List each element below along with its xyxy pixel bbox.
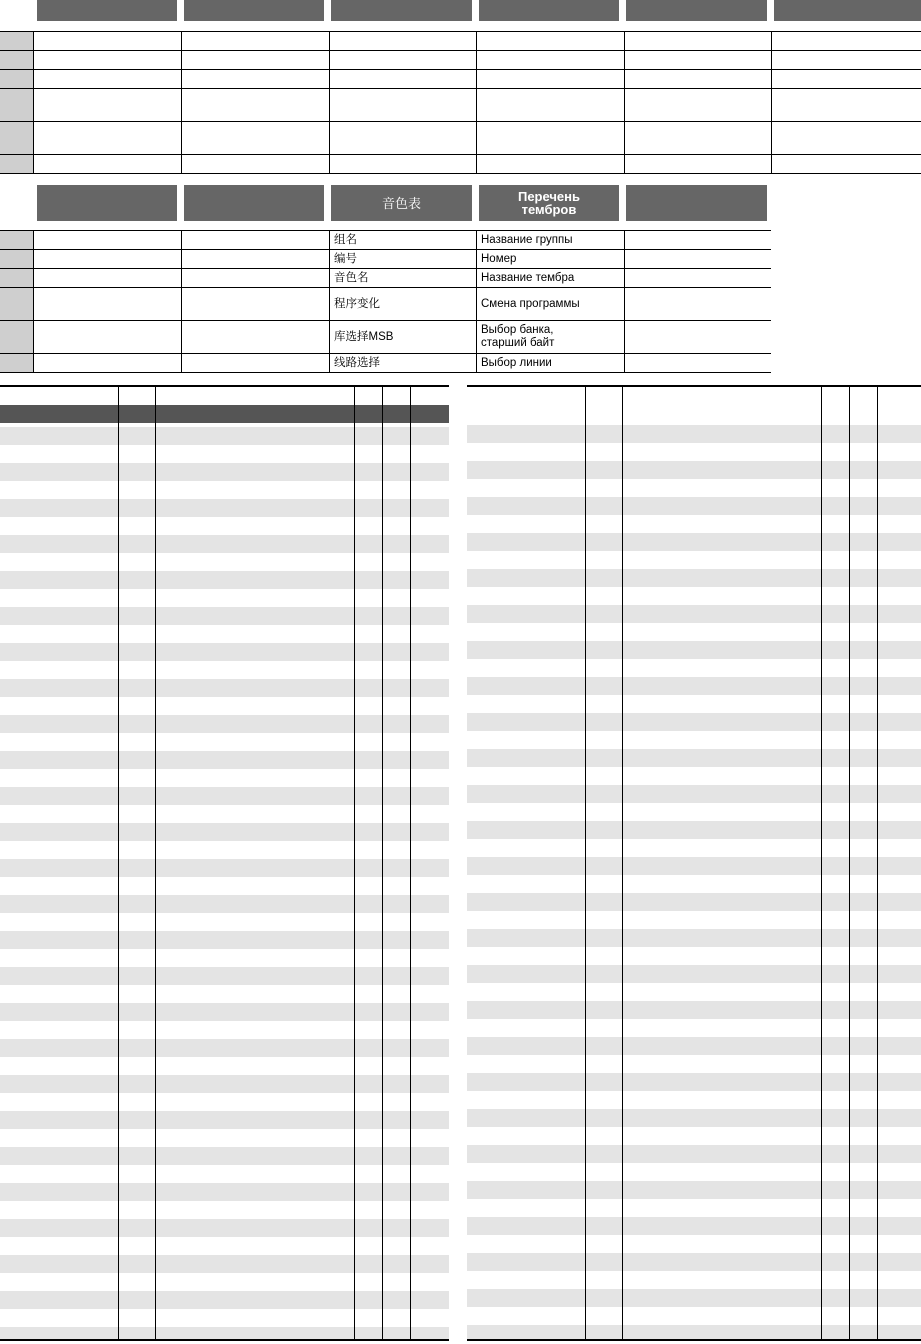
legend-cell <box>624 32 771 50</box>
table-row-stripe <box>467 749 921 767</box>
legend-bottom-row <box>0 288 771 321</box>
legend-cell: Номер <box>476 250 624 268</box>
legend-top-header-4 <box>479 0 619 21</box>
legend-cell <box>329 32 476 50</box>
legend-bottom-row <box>0 354 771 373</box>
table-row-stripe <box>467 461 921 479</box>
column-divider <box>382 387 383 1339</box>
legend-cell <box>33 89 181 121</box>
legend-cell <box>624 321 771 353</box>
table-row-stripe <box>467 1325 921 1339</box>
legend-top-row <box>0 155 921 174</box>
legend-top-header-3 <box>331 0 472 21</box>
legend-cell <box>329 122 476 154</box>
legend-bottom-header-5 <box>626 185 767 221</box>
legend-cell <box>181 51 329 69</box>
legend-top-row <box>0 32 921 51</box>
legend-cell <box>181 321 329 353</box>
legend-cell <box>624 155 771 173</box>
table-row-stripe <box>467 713 921 731</box>
legend-bottom-header-3: 音色表 <box>331 185 472 221</box>
legend-table-top <box>0 0 921 175</box>
table-row-stripe <box>467 1217 921 1235</box>
legend-cell: 音色名 <box>329 269 476 287</box>
legend-cell: Название группы <box>476 231 624 249</box>
column-divider <box>821 387 822 1339</box>
legend-cell <box>33 51 181 69</box>
legend-cell <box>476 51 624 69</box>
tone-table-left <box>0 385 449 1341</box>
legend-cell <box>181 155 329 173</box>
table-row-stripe <box>467 821 921 839</box>
table-bottom-rule <box>0 1339 449 1341</box>
legend-cell <box>329 70 476 88</box>
legend-cell <box>33 32 181 50</box>
table-row-stripe <box>467 1181 921 1199</box>
legend-cell <box>476 89 624 121</box>
table-row-stripe <box>467 569 921 587</box>
legend-bottom-row <box>0 269 771 288</box>
row-stub <box>0 354 33 372</box>
legend-cell <box>33 321 181 353</box>
legend-cell: Выбор линии <box>476 354 624 372</box>
legend-cell <box>33 288 181 320</box>
legend-cell <box>33 155 181 173</box>
table-row-stripe <box>467 425 921 443</box>
column-divider <box>877 387 878 1339</box>
legend-cell <box>33 269 181 287</box>
legend-cell: 编号 <box>329 250 476 268</box>
row-stub <box>0 32 33 50</box>
legend-cell <box>181 70 329 88</box>
legend-bottom-header-2 <box>184 185 324 221</box>
legend-cell <box>329 89 476 121</box>
legend-top-row <box>0 89 921 122</box>
row-stub <box>0 89 33 121</box>
legend-cell <box>624 231 771 249</box>
group-label <box>0 410 4 423</box>
legend-bottom-row <box>0 250 771 269</box>
legend-cell <box>624 89 771 121</box>
legend-cell <box>329 51 476 69</box>
row-stripes <box>467 387 921 1339</box>
legend-cell <box>329 155 476 173</box>
legend-cell <box>181 122 329 154</box>
legend-top-header-2 <box>184 0 324 21</box>
legend-cell <box>771 32 921 50</box>
table-row-stripe <box>467 677 921 695</box>
legend-cell <box>476 155 624 173</box>
legend-cell: 程序变化 <box>329 288 476 320</box>
legend-cell <box>181 354 329 372</box>
legend-cell <box>624 269 771 287</box>
legend-cell <box>624 51 771 69</box>
row-stub <box>0 122 33 154</box>
row-stub <box>0 231 33 249</box>
legend-cell <box>771 122 921 154</box>
table-row-stripe <box>467 605 921 623</box>
legend-top-header-1 <box>37 0 177 21</box>
legend-cell: Выбор банка, старший байт <box>476 321 624 353</box>
table-row-stripe <box>467 929 921 947</box>
column-divider <box>155 387 156 1339</box>
table-row-stripe <box>467 1109 921 1127</box>
table-row-stripe <box>467 1073 921 1091</box>
legend-cell <box>624 288 771 320</box>
legend-cell <box>624 70 771 88</box>
legend-cell <box>181 89 329 121</box>
column-divider <box>410 387 411 1339</box>
legend-cell: 组名 <box>329 231 476 249</box>
legend-cell <box>181 288 329 320</box>
legend-cell <box>33 354 181 372</box>
row-stub <box>0 321 33 353</box>
column-divider <box>118 387 119 1339</box>
legend-cell <box>771 89 921 121</box>
row-stub <box>0 51 33 69</box>
legend-cell: 线路选择 <box>329 354 476 372</box>
legend-top-row <box>0 70 921 89</box>
row-stub <box>0 155 33 173</box>
legend-cell <box>624 122 771 154</box>
legend-top-row <box>0 51 921 70</box>
tone-table-right <box>467 385 921 1341</box>
legend-cell <box>476 70 624 88</box>
table-row-stripe <box>467 1289 921 1307</box>
legend-cell <box>181 32 329 50</box>
table-row-stripe <box>467 533 921 551</box>
table-row-stripe <box>467 1145 921 1163</box>
table-row-stripe <box>467 893 921 911</box>
table-row-stripe <box>467 641 921 659</box>
table-row-stripe <box>467 785 921 803</box>
legend-bottom-header-4: Перечень тембров <box>479 185 619 221</box>
legend-cell <box>33 231 181 249</box>
legend-cell <box>476 32 624 50</box>
table-row-stripe <box>467 1037 921 1055</box>
legend-cell <box>33 250 181 268</box>
column-divider <box>585 387 586 1339</box>
row-stub <box>0 70 33 88</box>
table-row-stripe <box>467 857 921 875</box>
legend-top-row <box>0 122 921 155</box>
row-stub <box>0 288 33 320</box>
legend-table-bottom <box>0 185 775 375</box>
legend-cell <box>33 122 181 154</box>
legend-cell: Смена программы <box>476 288 624 320</box>
row-stub <box>0 269 33 287</box>
legend-bottom-row <box>0 321 771 354</box>
legend-cell <box>624 250 771 268</box>
row-stub <box>0 250 33 268</box>
legend-top-header-6 <box>774 0 921 21</box>
legend-cell: 库选择MSB <box>329 321 476 353</box>
table-bottom-rule <box>467 1339 921 1341</box>
legend-cell <box>181 250 329 268</box>
column-divider <box>622 387 623 1339</box>
legend-cell <box>624 354 771 372</box>
legend-cell <box>771 155 921 173</box>
legend-bottom-row <box>0 231 771 250</box>
legend-cell <box>771 51 921 69</box>
table-row-stripe <box>467 1001 921 1019</box>
legend-bottom-header-1 <box>37 185 177 221</box>
legend-top-header-5 <box>626 0 767 21</box>
table-row-stripe <box>467 497 921 515</box>
column-divider <box>354 387 355 1339</box>
legend-cell <box>771 70 921 88</box>
legend-cell <box>476 122 624 154</box>
legend-cell: Название тембра <box>476 269 624 287</box>
legend-cell <box>33 70 181 88</box>
legend-cell <box>181 269 329 287</box>
table-row-stripe <box>467 965 921 983</box>
table-row-stripe <box>467 1253 921 1271</box>
column-divider <box>849 387 850 1339</box>
legend-cell <box>181 231 329 249</box>
